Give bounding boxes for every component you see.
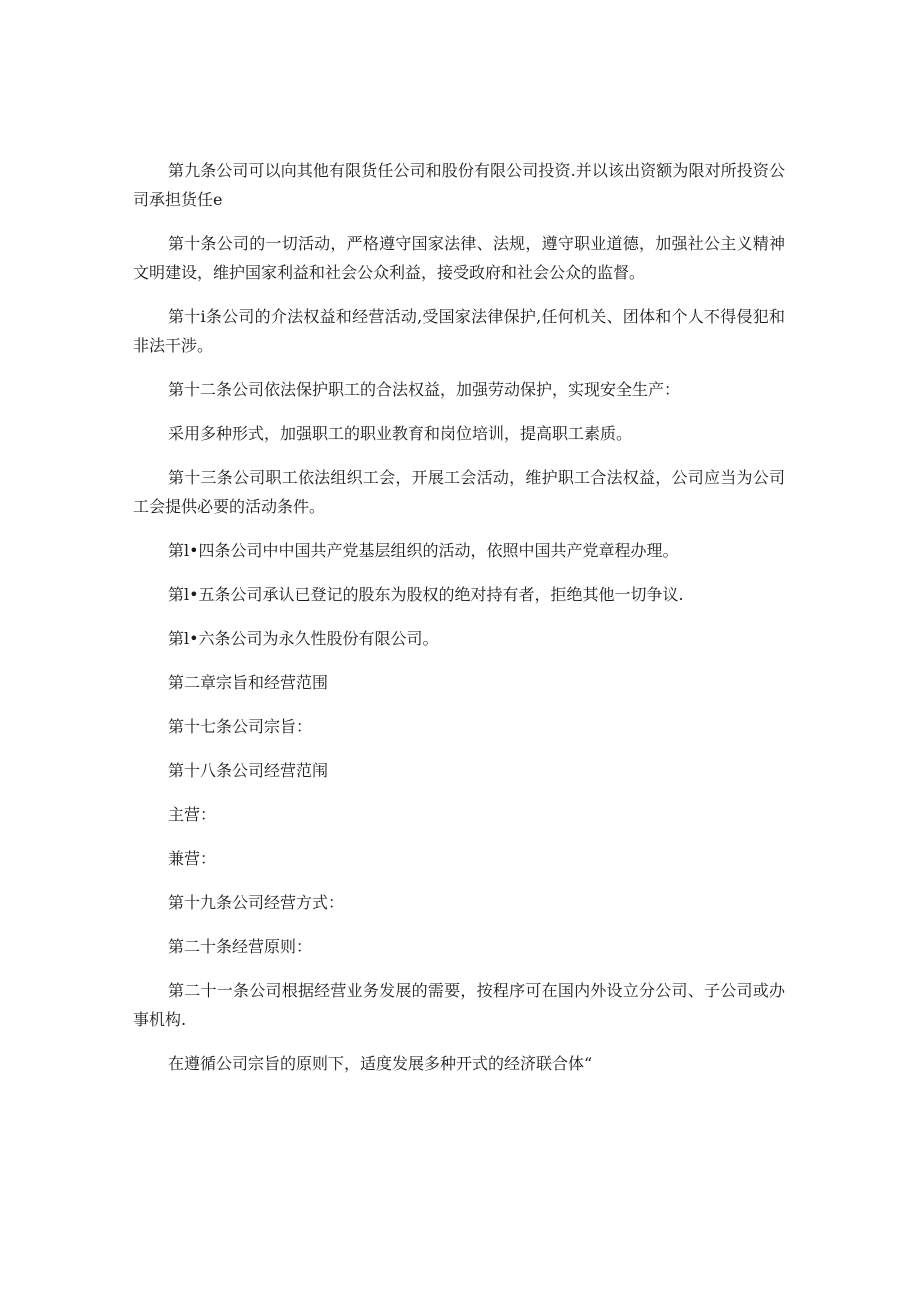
article-13-paragraph: 第十三条公司职工依法组织工会，开展工会活动，维护职工合法权益，公司应当为公司工会提供必要的活动条件。 [133, 468, 785, 516]
article-12-paragraph: 第十二条公司依法保护职工的合法权益，加强劳动保护，实现安全生产： [168, 380, 681, 399]
chapter-2-heading: 第二章宗旨和经营范围 [168, 673, 329, 692]
article-14-paragraph: 第l•四条公司中中国共产党基层组织的活动，依照中国共产党章程办理。 [168, 541, 679, 560]
article-12-continuation: 采用多种形式，加强职工的职业教育和岗位培训，提高职工素质。 [168, 424, 633, 443]
article-17-paragraph: 第十七条公司宗旨： [168, 717, 313, 736]
secondary-business-line: 兼营： [168, 849, 217, 868]
article-10-paragraph: 第十条公司的一切活动，严格遵守国家法律、法规，遵守职业道德，加强社公主义精神文明建设，维护国家利益和社会公众利益，接受政府和社会公众的监督。 [133, 234, 785, 282]
document-body [133, 156, 785, 1093]
article-11-paragraph: 第十i条公司的介法权益和经营活动,受国家法律保护,任何机关、团体和个人不得侵犯和非法干涉。 [133, 307, 785, 355]
article-18-paragraph: 第十八条公司经营范闱 [168, 761, 329, 780]
main-business-line: 主营： [168, 805, 217, 824]
article-15-paragraph: 第l•五条公司承认已登记的股东为股权的绝对持有者，拒绝其他一切争议. [168, 585, 684, 604]
article-21-continuation: 在遵循公司宗旨的原则下，适度发展多种开式的经济联合体“ [168, 1054, 593, 1073]
article-20-paragraph: 第二十条经营原则： [168, 937, 313, 956]
article-9-paragraph: 第九条公司可以向其他有限货任公司和股份有限公司投资.并以该出资额为限对所投资公司承担货任e [133, 161, 785, 209]
article-16-paragraph: 第l•六条公司为永久性股份有限公司。 [168, 629, 439, 648]
article-21-paragraph: 第二十一条公司根据经营业务发展的需要，按程序可在国内外设立分公司、子公司或办事机构. [133, 981, 785, 1029]
article-19-paragraph: 第十九条公司经营方式： [168, 893, 345, 912]
